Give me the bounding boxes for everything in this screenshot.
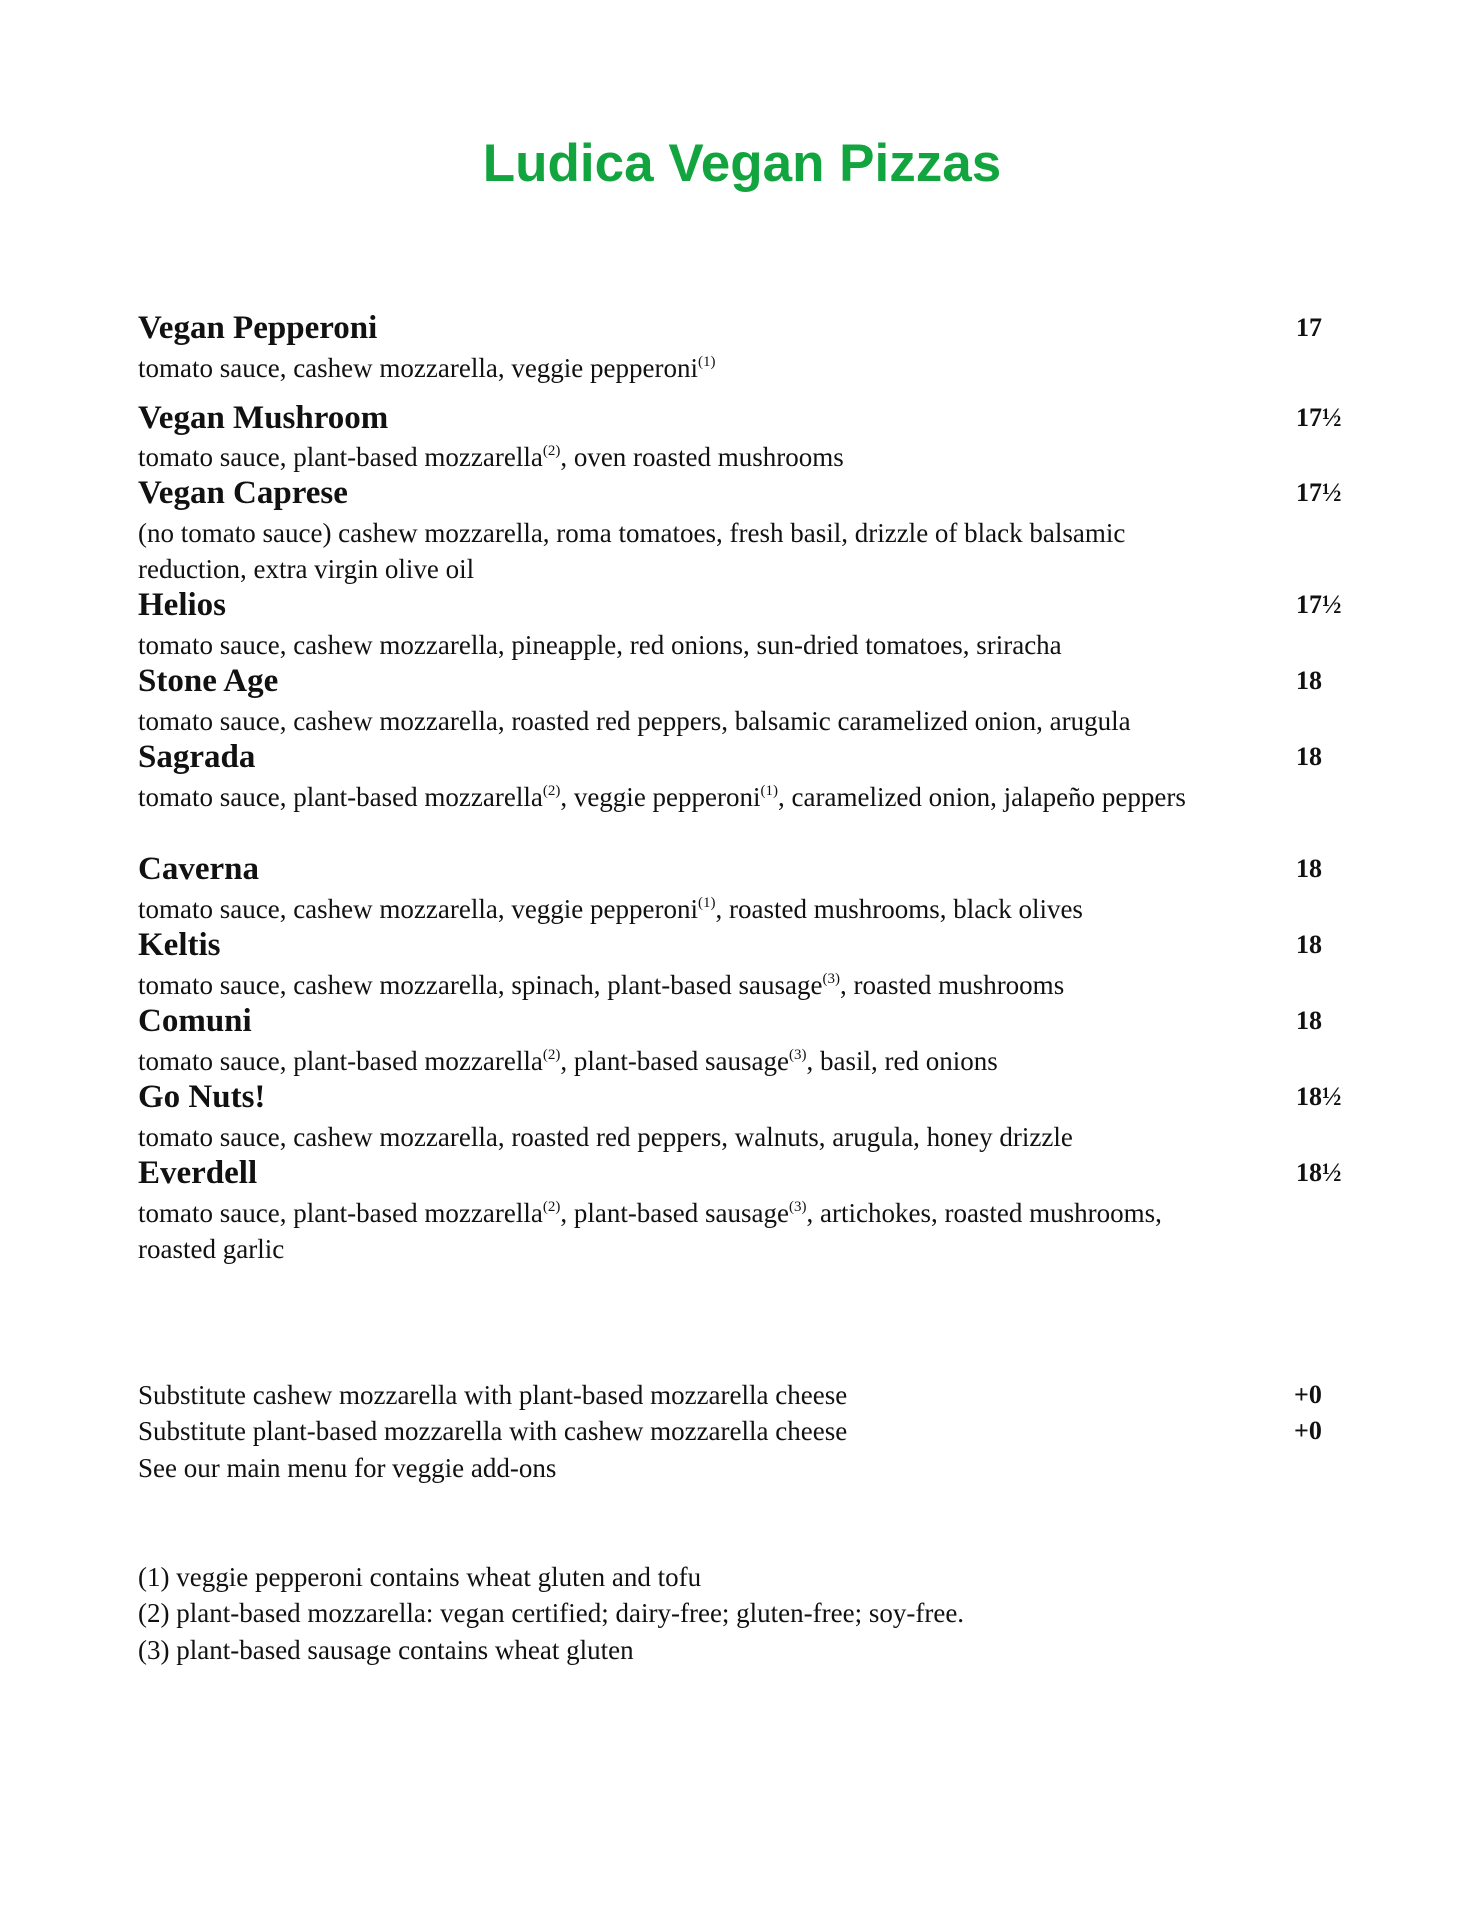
description-text: tomato sauce, cashew mozzarella, roasted red peppers, walnuts, arugula, honey drizzle: [138, 1122, 1073, 1152]
description-text: , roasted mushrooms: [839, 970, 1065, 1000]
pizza-name: Vegan Pepperoni: [138, 310, 378, 346]
pizza-name: Comuni: [138, 1003, 252, 1039]
footnote-marker: (1): [698, 895, 716, 911]
pizza-description: [138, 439, 1198, 475]
description-text: , veggie pepperoni: [560, 782, 761, 812]
footnote: (1) veggie pepperoni contains wheat gluten and tofu: [138, 1562, 702, 1592]
description-text: tomato sauce, cashew mozzarella, roasted red peppers, balsamic caramelized onion, arugula: [138, 706, 1131, 736]
pizza-description: [138, 1119, 1198, 1155]
description-text: (no tomato sauce) cashew mozzarella, roma tomatoes, fresh basil, drizzle of black balsamic reduction, extra virgin olive oil: [138, 518, 1126, 584]
pizza-description: [138, 1195, 1198, 1267]
pizza-name: Stone Age: [138, 663, 279, 699]
pizza-price: 17½: [1296, 478, 1342, 507]
footnote-marker: (2): [542, 783, 561, 799]
footnote-marker: (3): [822, 971, 840, 987]
pizza-price: 18: [1296, 854, 1322, 883]
page-title: Ludica Vegan Pizzas: [482, 134, 1002, 193]
pizza-name: Caverna: [138, 851, 259, 887]
pizza-name: Go Nuts!: [138, 1079, 266, 1115]
pizza-description: [138, 627, 1198, 663]
substitution-price: +0: [1294, 1416, 1322, 1445]
pizza-description: [138, 350, 1198, 386]
description-text: tomato sauce, plant-based mozzarella: [138, 442, 543, 472]
description-text: , plant-based sausage: [560, 1046, 789, 1076]
pizza-description: [138, 515, 1198, 587]
description-text: , oven roasted mushrooms: [560, 442, 844, 472]
pizza-description: [138, 891, 1198, 927]
description-text: tomato sauce, plant-based mozzarella: [138, 782, 543, 812]
description-text: , roasted mushrooms, black olives: [715, 894, 1083, 924]
description-text: tomato sauce, cashew mozzarella, pineapple, red onions, sun-dried tomatoes, sriracha: [138, 630, 1062, 660]
footnote-marker: (2): [542, 1199, 561, 1215]
description-text: , basil, red onions: [806, 1046, 998, 1076]
pizza-price: 18: [1296, 742, 1322, 771]
description-text: tomato sauce, cashew mozzarella, veggie pepperoni: [138, 894, 698, 924]
description-text: tomato sauce, plant-based mozzarella: [138, 1198, 543, 1228]
footnote-marker: (3): [789, 1199, 807, 1215]
footnote-marker: (1): [698, 354, 716, 370]
pizza-name: Vegan Mushroom: [138, 400, 389, 436]
description-text: , artichokes, roasted mushrooms, roasted garlic: [138, 1198, 1162, 1264]
pizza-description: [138, 1043, 1198, 1079]
footnote-marker: (1): [760, 783, 779, 799]
pizza-name: Sagrada: [138, 739, 256, 775]
footnote: (2) plant-based mozzarella: vegan certified; dairy-free; gluten-free; soy-free.: [138, 1598, 965, 1628]
addons-note: See our main menu for veggie add-ons: [138, 1453, 557, 1483]
pizza-price: 18: [1296, 666, 1322, 695]
pizza-price: 18: [1296, 930, 1322, 959]
substitution-line: Substitute cashew mozzarella with plant-based mozzarella cheese: [138, 1380, 848, 1410]
pizza-name: Everdell: [138, 1155, 258, 1191]
pizza-description: [138, 703, 1198, 739]
description-text: , plant-based sausage: [560, 1198, 789, 1228]
footnote-marker: (2): [542, 1047, 561, 1063]
footnote: (3) plant-based sausage contains wheat gluten: [138, 1635, 634, 1665]
pizza-price: 17: [1296, 313, 1322, 342]
description-text: tomato sauce, plant-based mozzarella: [138, 1046, 543, 1076]
pizza-price: 17½: [1296, 403, 1342, 432]
pizza-name: Vegan Caprese: [138, 475, 348, 511]
substitution-price: +0: [1294, 1380, 1322, 1409]
pizza-price: 18½: [1296, 1082, 1342, 1111]
description-text: tomato sauce, cashew mozzarella, veggie pepperoni: [138, 353, 698, 383]
pizza-name: Helios: [138, 587, 226, 623]
footnote-marker: (3): [789, 1047, 807, 1063]
substitution-line: Substitute plant-based mozzarella with cashew mozzarella cheese: [138, 1416, 848, 1446]
description-text: , caramelized onion, jalapeño peppers: [778, 782, 1186, 812]
description-text: tomato sauce, cashew mozzarella, spinach, plant-based sausage: [138, 970, 823, 1000]
footnote-marker: (2): [542, 443, 561, 459]
pizza-price: 18: [1296, 1006, 1322, 1035]
pizza-price: 17½: [1296, 590, 1342, 619]
pizza-price: 18½: [1296, 1158, 1342, 1187]
pizza-description: [138, 967, 1198, 1003]
pizza-name: Keltis: [138, 927, 221, 963]
pizza-description: [138, 779, 1198, 815]
